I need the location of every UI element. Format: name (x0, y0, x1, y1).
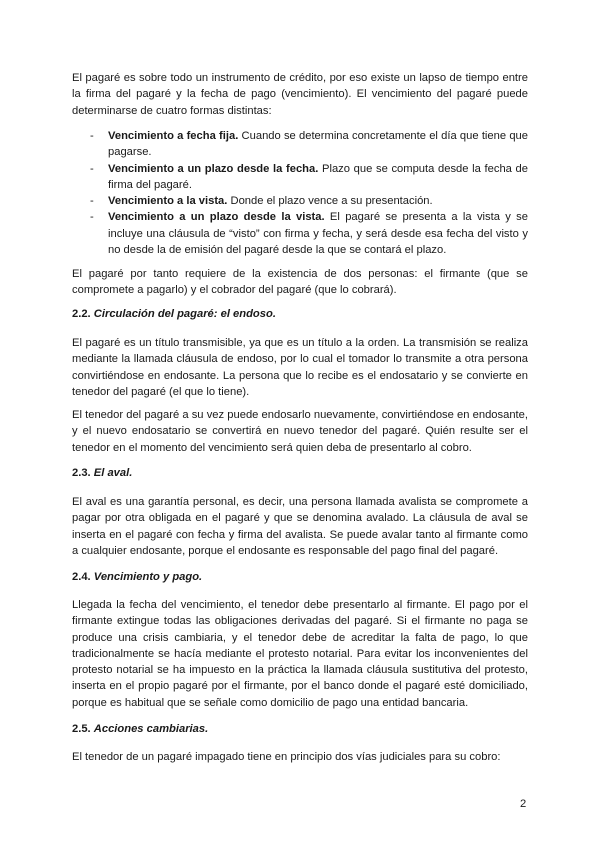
intro-paragraph: El pagaré es sobre todo un instrumento de crédito, por eso existe un lapso de tiempo entre la firma del pagaré y la fecha de pago (vencimiento). El vencimiento del pagaré puede determinarse de cuatro formas distintas: (72, 72, 528, 117)
bullet-marker: - (90, 211, 94, 224)
bullet-marker: - (90, 195, 94, 208)
aval-paragraph: El aval es una garantía personal, es decir, una persona llamada avalista se compromete a pagar por otra obligada en el pagaré y que se denomina avalado. La cláusula de aval se inserta en el pagaré con fecha y firma del avalista. Se puede avalar tanto al firmante como a cualquier endosante, porque el endosante es responsable del pago final del pagaré. (72, 496, 528, 557)
acciones-paragraph: El tenedor de un pagaré impagado tiene en principio dos vías judiciales para su cobro: (72, 751, 501, 763)
list-item-term: Vencimiento a fecha fija. (108, 130, 239, 142)
list-item (72, 161, 528, 194)
section-number: 2.3. (72, 467, 91, 479)
page-number: 2 (520, 798, 527, 810)
list-item (72, 128, 528, 161)
list-item-term: Vencimiento a un plazo desde la vista. (108, 211, 325, 224)
list-item (72, 209, 528, 258)
pago-paragraph: Llegada la fecha del vencimiento, el tenedor debe presentarlo al firmante. El pago por el firmante extingue todas las obligaciones derivadas del pagaré. Si el firmante no paga se produce una crisis cambiaria, y el tenedor debe de acreditar la falta de pago, lo que tradicionalmente se hacía mediante el protesto notarial. Para evitar los inconvenientes del protesto notarial se ha impuesto en la práctica la llamada cláusula sustitutiva del protesto, inserta en el propio pagaré por el firmante, por el banco donde el pagaré esté domiciliado, porque es habitual que se señale como domicilio de pago una entidad bancaria. (72, 599, 528, 709)
section-number: 2.5. (72, 723, 91, 735)
section-heading-2-4 (72, 569, 528, 585)
list-item-text: Plazo que se computa desde la fecha de firma del pagaré. (108, 162, 528, 191)
list-item-term: Vencimiento a un plazo desde la fecha. (108, 162, 319, 175)
endoso-paragraph-2: El tenedor del pagaré a su vez puede endosarlo nuevamente, convirtiéndose en endosante, y el nuevo endosatario se convertirá en nuevo tenedor del pagaré. Quién resulte ser el tenedor en el momento del vencimiento será quien deba de presentarlo al cobro. (72, 409, 528, 454)
section-title: Acciones cambiarias. (93, 723, 209, 735)
section-heading-2-3 (72, 465, 528, 481)
section-heading-2-5 (72, 721, 528, 737)
personas-paragraph: El pagaré por tanto requiere de la existencia de dos personas: el firmante (que se compromete a pagarlo) y el cobrador del pagaré (que lo cobrará). (72, 268, 528, 297)
section-title: Vencimiento y pago. (93, 571, 203, 583)
endoso-paragraph-1: El pagaré es un título transmisible, ya que es un título a la orden. La transmisión se realiza mediante la llamada cláusula de endoso, por lo cual el tomador lo transmite a otra persona convirtiéndose en endosante. La persona que lo recibe es el endosatario y se convierte en tenedor del pagaré (el que lo tiene). (72, 337, 528, 398)
section-title: El aval. (93, 467, 133, 479)
list-item (72, 193, 528, 209)
list-item-text: Donde el plazo vence a su presentación. (227, 195, 433, 208)
section-number: 2.2. (72, 308, 91, 320)
due-date-list (72, 128, 528, 258)
bullet-marker: - (90, 130, 94, 142)
bullet-marker: - (90, 162, 94, 175)
section-number: 2.4. (72, 571, 91, 583)
list-item-term: Vencimiento a la vista. (108, 195, 228, 208)
list-item-text: El pagaré se presenta a la vista y se incluye una cláusula de “visto” con firma y fecha, y será desde esa fecha del visto y no desde la de emisión del pagaré desde la que se contará el plazo. (108, 211, 529, 257)
list-item-text: Cuando se determina concretamente el día que tiene que pagarse. (108, 130, 528, 159)
section-title: Circulación del pagaré: el endoso. (93, 308, 276, 320)
section-heading-2-2 (72, 306, 528, 322)
